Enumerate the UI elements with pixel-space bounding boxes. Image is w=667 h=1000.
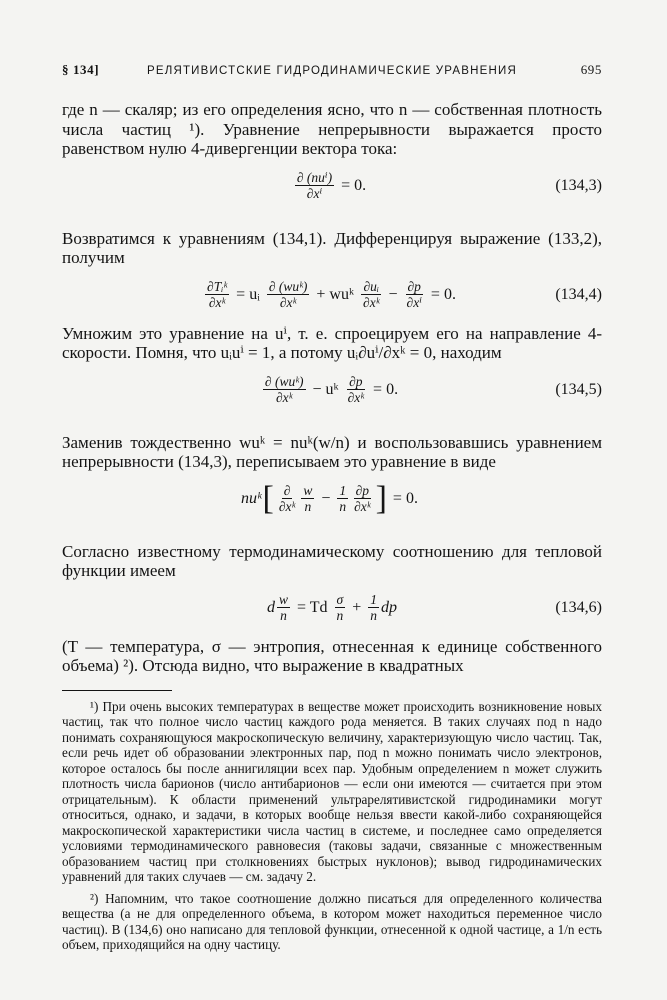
- equation-number: (134,5): [555, 380, 602, 398]
- equation-134-6: d $\frac{w}{n}$ = Td $\frac{\sigma}{n}$ + $\frac{1}{n}$ dp (134,6): [266, 592, 602, 623]
- footnote-divider: [62, 690, 172, 691]
- equation-number: (134,3): [555, 176, 602, 194]
- chapter-title: РЕЛЯТИВИСТСКИЕ ГИДРОДИНАМИЧЕСКИЕ УРАВНЕНИЯ: [146, 65, 518, 77]
- running-header: [62, 62, 602, 78]
- paragraph-3: Умножим это уравнение на uⁱ, т. е. спроецируем его на направление 4-скорости. Помня, что uᵢuⁱ = 1, а потому uᵢ∂uⁱ/∂xᵏ = 0, находим: [62, 323, 602, 362]
- section-marker: § 134]: [62, 62, 100, 77]
- paragraph-6: (T — температура, σ — энтропия, отнесенная к единице собственного объема) ²). Отсюда видно, что выражение в квадратных: [62, 636, 602, 675]
- paragraph-4: Заменив тождественно wuᵏ = nuᵏ(w/n) и воспользовавшись уравнением непрерывности (134,3), переписываем это уравнение в виде: [62, 432, 602, 471]
- equation-134-3: $\frac{\text{∂ (nuⁱ)}}{\text{∂xⁱ}}$ = 0. (134,3): [296, 170, 602, 201]
- equation-134-5: $\frac{\text{∂ (wuᵏ)}}{\text{∂xᵏ}}$ − uᵏ $\frac{\partial p}{\text{∂xᵏ}}$ = 0. (134,5): [264, 374, 602, 405]
- equation-number: (134,6): [555, 598, 602, 616]
- paragraph-1: где n — скаляр; из его определения ясно, что n — собственная плотность числа частиц ¹). Уравнение непрерывности выражается просто равенством нулю 4-дивергенции вектора тока:: [62, 100, 602, 158]
- fraction: $\frac{\text{∂ (nuⁱ)}}{\text{∂xⁱ}}$: [296, 170, 333, 201]
- footnote-2: ²) Напомним, что такое соотношение должно писаться для определенного количества вещества (а не для определенного объема, в котором может находиться переменное число частиц). В (134,6) оно написано для тепловой функции, отнесенной к одной частице, а 1/n есть объем, приходящийся на одну частицу.: [62, 890, 602, 952]
- paragraph-5: Согласно известному термодинамическому соотношению для тепловой функции имеем: [62, 541, 602, 580]
- equation-number: (134,4): [555, 285, 602, 303]
- equation-134-4: $\frac{\text{∂Tᵢᵏ}}{\text{∂xᵏ}}$ = uᵢ $\frac{\text{∂ (wuᵏ)}}{\text{∂xᵏ}}$ + wuᵏ $\frac{\text{∂uᵢ}}{\text{∂xᵏ}}$ − $\frac{\partial p}{\text{∂xⁱ}}$ = 0. (134,4): [207, 279, 602, 310]
- page-number: 695: [580, 62, 602, 77]
- paragraph-2: Возвратимся к уравнениям (134,1). Дифференцируя выражение (133,2), получим: [62, 228, 602, 267]
- footnote-1: ¹) При очень высоких температурах в веществе может происходить возникновение новых частиц, так что полное число частиц каждого рода меняется. В таких случаях под n надо понимать сохраняющуюся макроскопическую величину, характеризующую число частиц. Так, если речь идет об образовании электронных пар, под n можно понимать число электронов, которое осталось бы после аннигиляции всех пар. Удобным определением n может служить плотность числа барионов (число антибарионов — если они имеются — считается при этом отрицательным). К области применений ультрарелятивистской гидродинамики могут относиться, однако, и задачи, в которых вообще нельзя ввести какой-либо сохраняющейся макроскопической характеристики числа частиц в системе, и последнее само определяется условиями термодинамического равновесия (таковы задачи, связанные с множественным образованием частиц при столкновениях быстрых нуклонов); вывод гидродинамических уравнений для таких случаев — см. задачу 2.: [62, 698, 602, 884]
- page: [62, 62, 602, 953]
- equation-unnumbered: nuᵏ [ $\frac{\partial}{\text{∂xᵏ}}$ $\frac{w}{n}$ − $\frac{1}{n}$ $\frac{\partial p}{\text{∂xᵏ}}$ ] = 0.: [241, 479, 418, 517]
